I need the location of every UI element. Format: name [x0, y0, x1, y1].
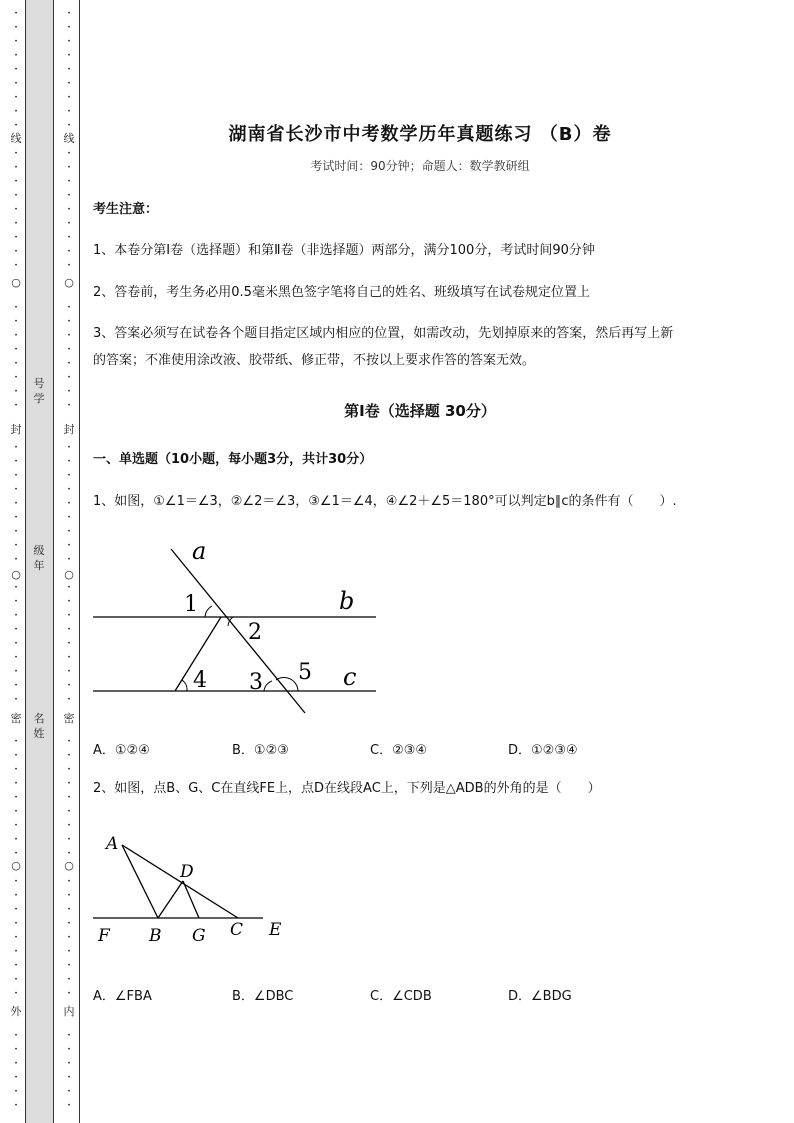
- point-g-label: G: [192, 926, 206, 946]
- seal-dot: •: [67, 528, 71, 535]
- part-heading: 一、单选题（10小题，每小题3分，共计30分）: [93, 452, 373, 467]
- seal-dot: •: [67, 696, 71, 703]
- seal-dot: •: [14, 52, 18, 59]
- question-1-stem: 1、如图，①∠1＝∠3，②∠2＝∠3，③∠1＝∠4，④∠2＋∠5＝180°可以判定b∥c的条件有（ ）.: [93, 494, 677, 509]
- inner-seal-mark: 内: [63, 1005, 75, 1018]
- seal-dot: •: [67, 388, 71, 395]
- seal-dot: •: [14, 388, 18, 395]
- q2-option-d[interactable]: D．∠BDG: [508, 989, 572, 1004]
- seal-dot: •: [67, 486, 71, 493]
- notice-item-3-cont: 的答案；不准使用涂改液、胶带纸、修正带，不按以上要求作答的答案无效。: [93, 353, 536, 368]
- seal-dot: •: [14, 976, 18, 983]
- question-1-figure: [88, 535, 388, 720]
- seal-dot: •: [14, 178, 18, 185]
- seal-dot: •: [67, 10, 71, 17]
- seal-dot: •: [67, 346, 71, 353]
- margin-rule: [79, 0, 80, 1123]
- seal-dot: •: [14, 514, 18, 521]
- outer-seal-mark: 封: [10, 423, 22, 436]
- seal-dot: •: [14, 626, 18, 633]
- seal-dot: •: [67, 836, 71, 843]
- seal-dot: •: [14, 234, 18, 241]
- seal-dot: •: [67, 850, 71, 857]
- seal-dot: •: [14, 500, 18, 507]
- q1-option-b[interactable]: B．①②③: [232, 743, 289, 758]
- q2-option-c[interactable]: C．∠CDB: [370, 989, 432, 1004]
- point-d-label: D: [180, 862, 194, 882]
- seal-dot: •: [67, 178, 71, 185]
- angle-4-arc: [182, 680, 187, 691]
- seal-dot: •: [14, 920, 18, 927]
- seal-dot: •: [67, 122, 71, 129]
- seal-dot: •: [67, 1046, 71, 1053]
- seal-dot: •: [67, 878, 71, 885]
- seal-dot: •: [67, 1088, 71, 1095]
- seal-dot: •: [14, 598, 18, 605]
- seal-dot: •: [67, 948, 71, 955]
- seal-dot: •: [14, 1102, 18, 1109]
- grade-field-label: 级 年: [33, 544, 45, 572]
- segment-dg: [183, 881, 199, 918]
- seal-dot: •: [67, 66, 71, 73]
- seal-dot: •: [14, 640, 18, 647]
- seal-dot: •: [67, 780, 71, 787]
- outer-seal-mark: ○: [11, 859, 21, 872]
- seal-dot: •: [14, 458, 18, 465]
- seal-dot: •: [67, 94, 71, 101]
- notice-item-1: 1、本卷分第I卷（选择题）和第Ⅱ卷（非选择题）两部分，满分100分，考试时间90分钟: [93, 243, 595, 258]
- seal-dot: •: [14, 94, 18, 101]
- seal-dot: •: [67, 808, 71, 815]
- seal-dot: •: [14, 528, 18, 535]
- seal-dot: •: [67, 584, 71, 591]
- line-a: [171, 549, 305, 713]
- seal-dot: •: [67, 108, 71, 115]
- seal-dot: •: [14, 374, 18, 381]
- page-subtitle: 考试时间：90分钟；命题人：数学教研组: [310, 159, 530, 173]
- seal-dot: •: [14, 206, 18, 213]
- seal-dot: •: [14, 360, 18, 367]
- q1-option-a[interactable]: A．①②④: [93, 743, 150, 758]
- segment-bd: [158, 881, 183, 918]
- angle-5-arc: [276, 677, 298, 691]
- seal-dot: •: [67, 444, 71, 451]
- seal-dot: •: [67, 542, 71, 549]
- seal-dot: •: [67, 962, 71, 969]
- seal-dot: •: [14, 472, 18, 479]
- seal-dot: •: [14, 808, 18, 815]
- name-field-label: 名 姓: [33, 712, 45, 740]
- label-b: b: [339, 587, 355, 615]
- label-5: 5: [298, 660, 312, 685]
- seal-dot: •: [67, 360, 71, 367]
- seal-dot: •: [67, 234, 71, 241]
- label-a: a: [192, 537, 207, 565]
- seal-dot: •: [14, 1032, 18, 1039]
- seal-dot: •: [14, 402, 18, 409]
- question-2-stem: 2、如图，点B、G、C在直线FE上，点D在线段AC上，下列是△ADB的外角的是（ ）: [93, 781, 601, 796]
- seal-dot: •: [14, 906, 18, 913]
- seal-dot: •: [14, 612, 18, 619]
- point-e-label: E: [269, 920, 282, 940]
- angle-1-arc: [205, 606, 212, 617]
- seal-dot: •: [67, 906, 71, 913]
- seal-dot: •: [67, 612, 71, 619]
- gutter-right-border: [53, 0, 54, 1123]
- seal-dot: •: [14, 738, 18, 745]
- seal-dot: •: [67, 990, 71, 997]
- inner-seal-mark: 密: [63, 712, 75, 725]
- inner-seal-mark: 线: [63, 132, 75, 145]
- seal-dot: •: [14, 1046, 18, 1053]
- seal-dot: •: [14, 80, 18, 87]
- seal-dot: •: [67, 206, 71, 213]
- seal-dot: •: [67, 654, 71, 661]
- seal-dot: •: [14, 752, 18, 759]
- seal-dot: •: [67, 1074, 71, 1081]
- seal-dot: •: [67, 626, 71, 633]
- inner-seal-mark: ○: [64, 859, 74, 872]
- seal-dot: •: [14, 66, 18, 73]
- seal-dot: •: [67, 318, 71, 325]
- seal-dot: •: [67, 24, 71, 31]
- seal-dot: •: [14, 556, 18, 563]
- seal-dot: •: [14, 248, 18, 255]
- seal-dot: •: [14, 892, 18, 899]
- outer-seal-mark: ○: [11, 568, 21, 581]
- seal-dot: •: [14, 766, 18, 773]
- q2-option-b[interactable]: B．∠DBC: [232, 989, 294, 1004]
- seal-dot: •: [67, 248, 71, 255]
- seal-dot: •: [14, 962, 18, 969]
- point-f-label: F: [98, 926, 110, 946]
- seal-dot: •: [67, 598, 71, 605]
- label-2: 2: [248, 620, 262, 645]
- seal-dot: •: [14, 220, 18, 227]
- seal-dot: •: [14, 1074, 18, 1081]
- seal-dot: •: [14, 486, 18, 493]
- seal-dot: •: [14, 38, 18, 45]
- label-4: 4: [193, 668, 207, 693]
- seal-dot: •: [67, 738, 71, 745]
- seal-dot: •: [14, 24, 18, 31]
- seal-dot: •: [14, 584, 18, 591]
- seal-dot: •: [67, 920, 71, 927]
- q2-option-a[interactable]: A．∠FBA: [93, 989, 152, 1004]
- seal-dot: •: [67, 822, 71, 829]
- seal-dot: •: [14, 192, 18, 199]
- seal-dot: •: [14, 164, 18, 171]
- seal-dot: •: [14, 878, 18, 885]
- seal-dot: •: [67, 500, 71, 507]
- seal-dot: •: [67, 976, 71, 983]
- outer-seal-mark: 外: [10, 1005, 22, 1018]
- seal-dot: •: [14, 836, 18, 843]
- student-id-field-label: 号 学: [33, 377, 45, 405]
- inner-seal-mark: ○: [64, 568, 74, 581]
- seal-dot: •: [14, 262, 18, 269]
- notice-heading: 考生注意：: [93, 202, 159, 217]
- notice-item-2: 2、答卷前，考生务必用0.5毫米黑色签字笔将自己的姓名、班级填写在试卷规定位置上: [93, 285, 590, 300]
- seal-dot: •: [14, 542, 18, 549]
- seal-dot: •: [67, 794, 71, 801]
- seal-dot: •: [67, 262, 71, 269]
- seal-dot: •: [14, 948, 18, 955]
- seal-dot: •: [67, 1060, 71, 1067]
- seal-dot: •: [67, 1032, 71, 1039]
- seal-dot: •: [14, 318, 18, 325]
- seal-dot: •: [14, 682, 18, 689]
- seal-dot: •: [14, 332, 18, 339]
- seal-dot: •: [14, 1060, 18, 1067]
- seal-dot: •: [67, 402, 71, 409]
- label-1: 1: [184, 592, 198, 617]
- seal-dot: •: [14, 150, 18, 157]
- outer-seal-mark: 线: [10, 132, 22, 145]
- inner-seal-mark: ○: [64, 276, 74, 289]
- angle-3-arc: [264, 681, 272, 691]
- point-b-label: B: [149, 926, 162, 946]
- seal-dot: •: [67, 1102, 71, 1109]
- seal-dot: •: [67, 458, 71, 465]
- seal-dot: •: [14, 934, 18, 941]
- seal-dot: •: [14, 654, 18, 661]
- seal-dot: •: [14, 346, 18, 353]
- question-2-figure: [88, 825, 298, 950]
- seal-dot: •: [14, 822, 18, 829]
- seal-dot: •: [67, 514, 71, 521]
- point-c-label: C: [230, 920, 244, 940]
- point-a-label: A: [106, 834, 119, 854]
- notice-item-3: 3、答案必须写在试卷各个题目指定区域内相应的位置，如需改动，先划掉原来的答案，然后再写上新: [93, 326, 674, 341]
- seal-dot: •: [67, 934, 71, 941]
- outer-seal-mark: ○: [11, 276, 21, 289]
- seal-dot: •: [14, 304, 18, 311]
- seal-dot: •: [14, 850, 18, 857]
- seal-dot: •: [67, 668, 71, 675]
- seal-dot: •: [14, 668, 18, 675]
- seal-dot: •: [67, 640, 71, 647]
- section-title: 第I卷（选择题 30分）: [344, 402, 496, 420]
- label-3: 3: [249, 670, 263, 695]
- seal-dot: •: [14, 794, 18, 801]
- seal-dot: •: [67, 332, 71, 339]
- seal-dot: •: [14, 122, 18, 129]
- seal-dot: •: [67, 220, 71, 227]
- seal-dot: •: [14, 780, 18, 787]
- seal-dot: •: [67, 52, 71, 59]
- seal-dot: •: [67, 38, 71, 45]
- seal-dot: •: [67, 892, 71, 899]
- seal-dot: •: [14, 696, 18, 703]
- page-title: 湖南省长沙市中考数学历年真题练习 （B）卷: [228, 124, 612, 145]
- seal-dot: •: [14, 444, 18, 451]
- q1-option-c[interactable]: C．②③④: [370, 743, 428, 758]
- seal-dot: •: [67, 150, 71, 157]
- outer-seal-mark: 密: [10, 712, 22, 725]
- seal-dot: •: [67, 766, 71, 773]
- seal-dot: •: [67, 304, 71, 311]
- seal-dot: •: [14, 10, 18, 17]
- seal-dot: •: [67, 192, 71, 199]
- seal-dot: •: [67, 752, 71, 759]
- seal-dot: •: [67, 472, 71, 479]
- q1-option-d[interactable]: D．①②③④: [508, 743, 578, 758]
- seal-dot: •: [67, 164, 71, 171]
- seal-dot: •: [67, 556, 71, 563]
- inner-seal-mark: 封: [63, 423, 75, 436]
- seal-dot: •: [14, 1088, 18, 1095]
- seal-dot: •: [67, 80, 71, 87]
- seal-dot: •: [67, 682, 71, 689]
- seal-dot: •: [14, 108, 18, 115]
- seal-dot: •: [14, 990, 18, 997]
- label-c: c: [343, 663, 357, 691]
- seal-dot: •: [67, 374, 71, 381]
